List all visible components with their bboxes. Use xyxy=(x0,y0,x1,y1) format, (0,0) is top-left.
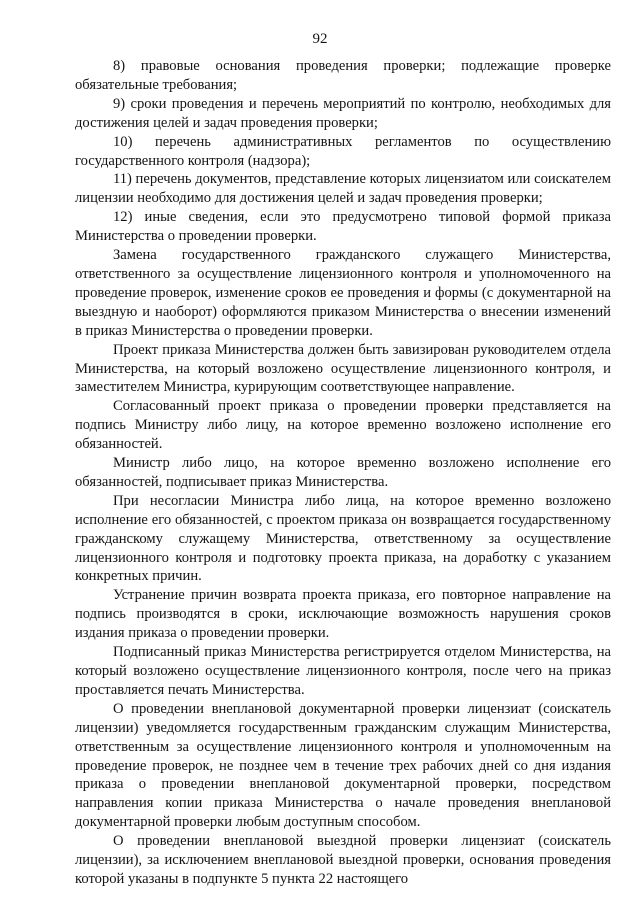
paragraph: 10) перечень административных регламентов по осуществлению государственного контроля (надзора); xyxy=(75,133,611,169)
paragraph: При несогласии Министра либо лица, на которое временно возложено исполнение его обязанностей, с проектом приказа он возвращается государственному гражданскому служащему Министерства, ответственному за осуществление лицензионного контроля и подготовку проекта приказа, на доработку с указанием конкретных причин. xyxy=(75,492,611,585)
paragraph: 12) иные сведения, если это предусмотрено типовой формой приказа Министерства о проведении проверки. xyxy=(75,209,611,245)
paragraph: Министр либо лицо, на которое временно возложено исполнение его обязанностей, подписывает приказ Министерства. xyxy=(75,455,611,490)
paragraph: Подписанный приказ Министерства регистрируется отделом Министерства, на который возложено осуществление лицензионного контроля, после чего на приказ проставляется печать Министерства. xyxy=(75,644,611,698)
paragraph: Согласованный проект приказа о проведении проверки представляется на подпись Министру либо лицу, на которое временно возложено исполнение его обязанностей. xyxy=(75,398,611,453)
paragraph: О проведении внеплановой документарной проверки лицензиат (соискатель лицензии) уведомляется государственным гражданским служащим Министерства, ответственным за осуществление лицензионного контроля и уполномоченным на проведение проверок, не позднее чем в течение трех рабочих дней со дня издания приказа о проведении внеплановой документарной проверки, посредством направления копии приказа Министерства о начале проведения внеплановой документарной проверки любым доступным способом. xyxy=(75,700,611,831)
paragraph: 9) сроки проведения и перечень мероприятий по контролю, необходимых для достижения целей и задач проведения проверки; xyxy=(75,95,611,131)
paragraph: Проект приказа Министерства должен быть завизирован руководителем отдела Министерства, на который возложено осуществление лицензионного контроля, и заместителем Министра, курирующим соответствующее направление. xyxy=(75,341,611,396)
paragraph-last: О проведении внеплановой выездной проверки лицензиат (соискатель лицензии), за исключением внеплановой выездной проверки, основания проведения которой указаны в подпункте 5 пункта 22 настоящего xyxy=(75,833,611,887)
document-body xyxy=(75,57,611,889)
page-number: 92 xyxy=(312,31,328,47)
paragraph: 11) перечень документов, представление которых лицензиатом или соискателем лицензии необходимо для достижения целей и задач проведения проверки; xyxy=(75,171,611,207)
paragraph: 8) правовые основания проведения проверки; подлежащие проверке обязательные требования; xyxy=(75,58,611,93)
paragraph: Устранение причин возврата проекта приказа, его повторное направление на подпись производятся в сроки, исключающие возможность нарушения сроков издания приказа о проведении проверки. xyxy=(75,587,611,642)
paragraph: Замена государственного гражданского служащего Министерства, ответственного за осуществление лицензионного контроля и уполномоченного на проведение проверок, изменение сроков ее проведения и формы (с документарной на выездную и наоборот) оформляются приказом Министерства о внесении изменений в приказ Министерства о проведении проверки. xyxy=(75,247,611,339)
